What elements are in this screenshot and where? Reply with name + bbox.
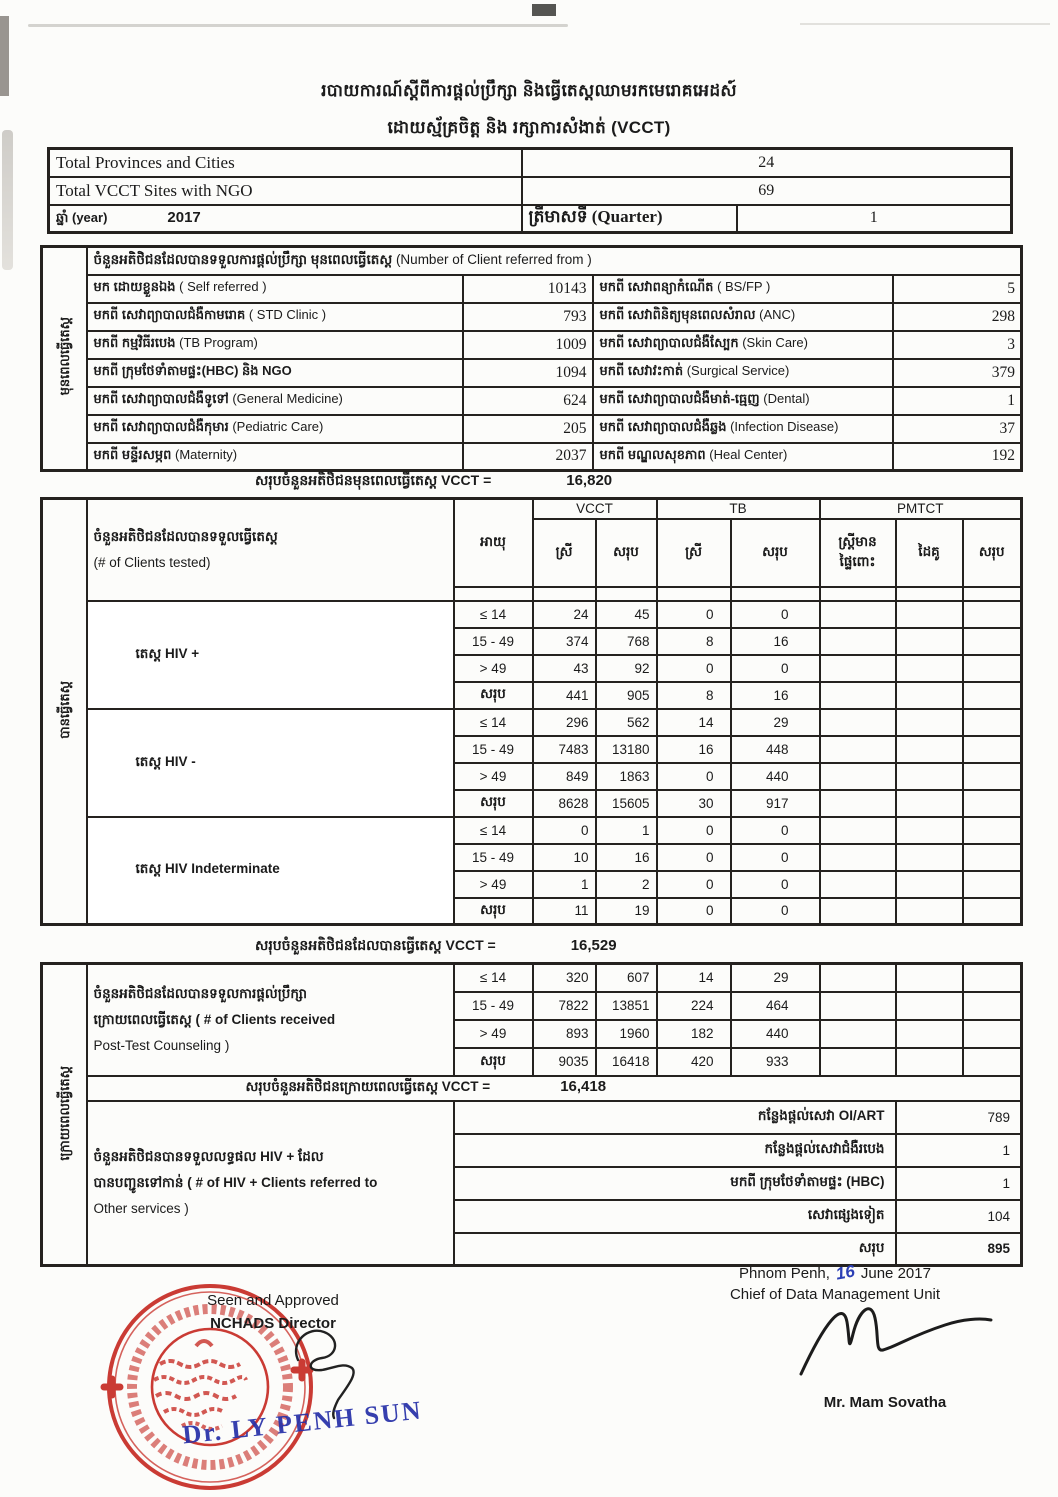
post-test-total: សរុបចំនួនអតិថិជនក្រោយពេលធ្វើតេស្ត VCCT = 16,418 [87, 1076, 1022, 1101]
scan-artifact-line [28, 24, 568, 27]
referral-value: 192 [893, 443, 1022, 471]
director-name-stamp: Dr. LY PENH SUN [181, 1395, 424, 1450]
post-test-table [40, 962, 1023, 1267]
referred-value: 104 [896, 1200, 1022, 1233]
scan-artifact-smudge [2, 130, 13, 270]
pre-test-table [40, 245, 1023, 472]
signature [795, 1292, 995, 1387]
table-row: សរុប 441 905 8 16 [42, 682, 1022, 709]
side-label-post-test: ក្រោយពេលធ្វើតេស្ត [42, 964, 87, 1266]
referral-value: 3 [893, 331, 1022, 359]
table-row [42, 303, 1022, 331]
group-label-hiv-neg: តេស្ត HIV - [87, 709, 454, 817]
referred-value: 789 [896, 1101, 1022, 1134]
approval-block [148, 1290, 398, 1335]
referral-label: មកពី សេវាព្យាបាលជំងឺទូទៅ (General Medicine) [87, 387, 463, 415]
year-label: ឆ្នាំ (year) [56, 210, 108, 225]
footer-place: Phnom Penh, [739, 1265, 830, 1282]
group-header-pmtct: PMTCT [820, 499, 1022, 519]
referral-value: 1 [893, 387, 1022, 415]
referral-label: មក ដោយខ្លួនឯង ( Self referred ) [87, 275, 463, 303]
side-label-tested: បានធ្វើតេស្ត [42, 499, 87, 925]
col-header-partner: ដៃគូ [896, 519, 963, 587]
table-row [42, 331, 1022, 359]
side-label-pre-test: មុនពេលធ្វើតេស្ត [42, 247, 87, 471]
referral-value: 624 [463, 387, 593, 415]
table-row [42, 415, 1022, 443]
referral-label: មកពី សេវាព្យាបាលជំងឺកុមារ (Pediatric Care) [87, 415, 463, 443]
table-row [42, 499, 1022, 519]
table-row: ក្រោយពេលធ្វើតេស្ត ចំនួនអតិថិជនដែលបានទទួលការផ្តល់ប្រឹក្សា ក្រោយពេលធ្វើតេស្ត ( # of Clients received Post-Test Counseling ) ≤ 14 320 607 14 29 [42, 964, 1022, 992]
quarter-value: 1 [737, 205, 1012, 233]
referred-service: មកពី ក្រុមថែទាំតាមផ្ទះ (HBC) [454, 1167, 896, 1200]
referral-value: 379 [893, 359, 1022, 387]
referral-label: មកពី សេវាវះកាត់ (Surgical Service) [593, 359, 893, 387]
tested-total: សរុបចំនួនអតិថិជនដែលបានធ្វើតេស្ត VCCT = 16,529 [255, 937, 617, 954]
referral-label: មកពី ក្រុមថែទាំតាមផ្ទះ(HBC) និង NGO [87, 359, 463, 387]
referral-value: 1009 [463, 331, 593, 359]
signer-name: Mr. Mam Sovatha [823, 1394, 947, 1411]
table-row: តេស្ត HIV Indeterminate ≤ 14 0 1 0 0 [42, 817, 1022, 844]
summary-value: 24 [522, 149, 1012, 177]
col-header-pregnant: ស្ត្រីមាន ផ្ទៃពោះ [820, 519, 896, 587]
referral-label: មកពី សេវាព្យាបាលជំងឺកាមរោគ ( STD Clinic ) [87, 303, 463, 331]
table-row [49, 177, 1012, 205]
table-row: តេស្ត HIV + ≤ 14 24 45 0 0 [42, 601, 1022, 628]
table-row: > 49 849 1863 0 440 [42, 763, 1022, 790]
referral-label: មកពី មណ្ឌលសុខភាព (Heal Center) [593, 443, 893, 471]
col-header-total: សរុប [963, 519, 1022, 587]
table-row: សរុប 9035 16418 420 933 [42, 1048, 1022, 1076]
group-label-hiv-pos: តេស្ត HIV + [87, 601, 454, 709]
tested-label: ចំនួនអតិថិជនដែលបានទទួលធ្វើតេស្ត (# of Clients tested) [87, 499, 454, 601]
referred-service: សេវាផ្សេងទៀត [454, 1200, 896, 1233]
referral-value: 1094 [463, 359, 593, 387]
approved-line2: NCHADS Director [210, 1314, 336, 1332]
table-row [49, 149, 1012, 177]
referred-label: ចំនួនអតិថិជនបានទទួលលទ្ធផល HIV + ដែល បានបញ្ជូនទៅកាន់ ( # of HIV + Clients referred to Other services ) [87, 1101, 454, 1266]
referral-value: 37 [893, 415, 1022, 443]
table-row [42, 443, 1022, 471]
referred-value: 1 [896, 1134, 1022, 1167]
group-header-vcct: VCCT [533, 499, 657, 519]
table-row: 15 - 49 10 16 0 0 [42, 844, 1022, 871]
summary-table [47, 147, 1013, 234]
referral-label: មកពី សេវាពន្យាកំណើត ( BS/FP ) [593, 275, 893, 303]
pre-test-total: សរុបចំនួនអតិថិជនមុនពេលធ្វើតេស្ត VCCT = 16,820 [255, 472, 613, 489]
group-label-hiv-ind: តេស្ត HIV Indeterminate [87, 817, 454, 925]
referral-label: មកពី សេវាពិនិត្យមុនពេលសំរាល (ANC) [593, 303, 893, 331]
col-header-total: សរុប [731, 519, 820, 587]
referral-value: 5 [893, 275, 1022, 303]
scan-artifact-line [800, 23, 1050, 25]
report-title-line1: របាយការណ៍ស្តីពីការផ្តល់ប្រឹក្សា និងធ្វើតេស្តឈាមរកមេរោគអេដស៍ [321, 81, 737, 100]
table-row: > 49 1 2 0 0 [42, 871, 1022, 898]
referral-label: មកពី សេវាព្យាបាលជំងឺឆ្លង (Infection Disease) [593, 415, 893, 443]
table-row [42, 359, 1022, 387]
table-row: 15 - 49 7483 13180 16 448 [42, 736, 1022, 763]
referred-value: 1 [896, 1167, 1022, 1200]
tested-table [40, 497, 1023, 926]
col-header-total: សរុប [596, 519, 657, 587]
referred-service: កន្លែងផ្តល់សេវាជំងឺរបេង [454, 1134, 896, 1167]
footer-date: June 2017 [860, 1265, 931, 1282]
table-row: សរុប 11 19 0 0 [42, 898, 1022, 925]
table-row: តេស្ត HIV - ≤ 14 296 562 14 29 [42, 709, 1022, 736]
year-cell [49, 205, 522, 233]
referral-label: មកពី សេវាព្យាបាលជំងឺមាត់-ធ្មេញ (Dental) [593, 387, 893, 415]
group-header-tb: TB [657, 499, 820, 519]
pre-test-header: ចំនួនអតិថិជនដែលបានទទួលការផ្តល់ប្រឹក្សា មុនពេលធ្វើតេស្ត (Number of Client referred from ) [87, 247, 1022, 275]
table-row [42, 387, 1022, 415]
table-row [42, 1076, 1022, 1101]
col-header-female: ស្រី [533, 519, 596, 587]
table-row: > 49 893 1960 182 440 [42, 1020, 1022, 1048]
referral-value: 10143 [463, 275, 593, 303]
signer-title: Chief of Data Management Unit [729, 1285, 941, 1303]
table-row [42, 1101, 1022, 1134]
age-header: អាយុ [454, 499, 533, 587]
table-row [49, 205, 1012, 233]
table-row: សរុប 8628 15605 30 917 [42, 790, 1022, 817]
scan-artifact-mark [532, 4, 556, 16]
referral-value: 205 [463, 415, 593, 443]
referred-service: សរុប [454, 1233, 896, 1266]
referral-label: មកពី កម្មវិធីរបេង (TB Program) [87, 331, 463, 359]
referral-value: 793 [463, 303, 593, 331]
referral-value: 2037 [463, 443, 593, 471]
counseling-label: ចំនួនអតិថិជនដែលបានទទួលការផ្តល់ប្រឹក្សា ក្រោយពេលធ្វើតេស្ត ( # of Clients received Post-Test Counseling ) [87, 964, 454, 1076]
handwritten-day: 16 [834, 1261, 857, 1284]
referred-service: កន្លែងផ្តល់សេវា OI/ART [454, 1101, 896, 1134]
referral-value: 298 [893, 303, 1022, 331]
year-value: 2017 [167, 209, 201, 226]
report-title-line2: ដោយស្ម័គ្រចិត្ត និង រក្សាការសំងាត់ (VCCT) [387, 118, 671, 137]
referred-total-value: 895 [896, 1233, 1022, 1266]
referral-label: មកពី មន្ទីរសម្ភព (Maternity) [87, 443, 463, 471]
approved-line1: Seen and Approved [207, 1292, 339, 1309]
table-row: > 49 43 92 0 0 [42, 655, 1022, 682]
col-header-female: ស្រី [657, 519, 731, 587]
table-row [42, 247, 1022, 275]
referral-label: មកពី សេវាព្យាបាលជំងឺស្បែក (Skin Care) [593, 331, 893, 359]
summary-label: Total VCCT Sites with NGO [49, 177, 522, 205]
table-row [42, 275, 1022, 303]
summary-label: Total Provinces and Cities [49, 149, 522, 177]
table-row: 15 - 49 7822 13851 224 464 [42, 992, 1022, 1020]
summary-value: 69 [522, 177, 1012, 205]
quarter-label: ត្រីមាសទី (Quarter) [522, 205, 737, 233]
table-row: 15 - 49 374 768 8 16 [42, 628, 1022, 655]
